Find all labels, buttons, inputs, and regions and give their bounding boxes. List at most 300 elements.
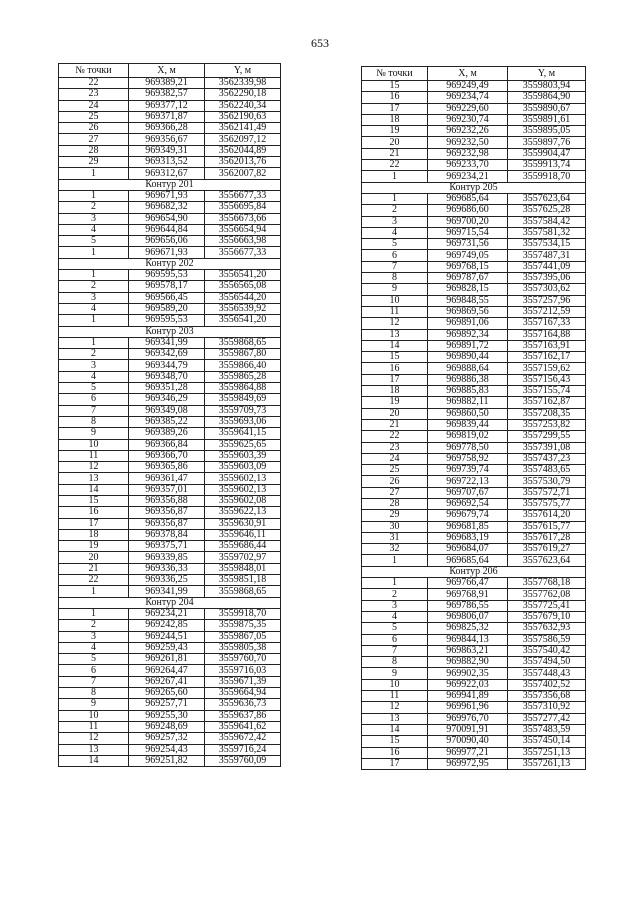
- point-number-cell: 26: [362, 476, 428, 487]
- point-number-cell: 1: [362, 171, 428, 182]
- point-number-cell: 1: [59, 270, 129, 281]
- y-coordinate-cell: 3557572,71: [508, 487, 586, 498]
- header-row: [59, 64, 281, 78]
- x-coordinate-cell: 969819,02: [428, 431, 508, 442]
- x-coordinate-cell: 969351,28: [129, 383, 205, 394]
- point-number-cell: 11: [59, 450, 129, 461]
- y-coordinate-cell: 3557632,93: [508, 623, 586, 634]
- table-row: [59, 450, 281, 461]
- point-number-cell: 8: [59, 416, 129, 427]
- table-row: [59, 676, 281, 687]
- y-coordinate-cell: 3559867,80: [205, 349, 281, 360]
- y-coordinate-cell: 3557253,82: [508, 419, 586, 430]
- point-number-cell: 20: [362, 408, 428, 419]
- contour-caption-row: [59, 597, 281, 608]
- point-number-cell: 8: [59, 688, 129, 699]
- y-coordinate-cell: 3559625,65: [205, 439, 281, 450]
- x-coordinate-cell: 969382,57: [129, 89, 205, 100]
- point-number-cell: 4: [362, 227, 428, 238]
- table-row: [59, 247, 281, 258]
- y-coordinate-cell: 3557299,55: [508, 431, 586, 442]
- y-coordinate-cell: 3557163,91: [508, 340, 586, 351]
- point-number-cell: 21: [362, 148, 428, 159]
- y-coordinate-cell: 3559602,08: [205, 495, 281, 506]
- point-number-cell: 4: [362, 611, 428, 622]
- table-row: [362, 600, 586, 611]
- point-number-cell: 24: [59, 100, 129, 111]
- y-coordinate-cell: 3557679,10: [508, 611, 586, 622]
- point-number-cell: 17: [362, 758, 428, 769]
- y-coordinate-cell: 3557450,14: [508, 736, 586, 747]
- table-row: [59, 688, 281, 699]
- table-row: [362, 374, 586, 385]
- point-number-cell: 17: [362, 103, 428, 114]
- point-number-cell: 9: [362, 284, 428, 295]
- table-row: [59, 699, 281, 710]
- table-row: [59, 744, 281, 755]
- point-number-cell: 5: [59, 654, 129, 665]
- y-coordinate-cell: 3559646,11: [205, 529, 281, 540]
- point-number-cell: 1: [59, 337, 129, 348]
- table-row: [362, 306, 586, 317]
- y-coordinate-cell: 3562141,49: [205, 123, 281, 134]
- y-coordinate-cell: 3562097,12: [205, 134, 281, 145]
- point-number-cell: 3: [59, 292, 129, 303]
- table-row: [59, 642, 281, 653]
- point-number-cell: 25: [362, 465, 428, 476]
- x-coordinate-cell: 969371,87: [129, 111, 205, 122]
- y-coordinate-cell: 3559637,86: [205, 710, 281, 721]
- table-row: [59, 213, 281, 224]
- table-row: [362, 397, 586, 408]
- y-coordinate-cell: 3559603,39: [205, 450, 281, 461]
- point-number-cell: 3: [362, 216, 428, 227]
- x-coordinate-cell: 969682,32: [129, 202, 205, 213]
- y-coordinate-cell: 3557487,31: [508, 250, 586, 261]
- y-coordinate-cell: 3559641,62: [205, 721, 281, 732]
- table-row: [362, 148, 586, 159]
- x-coordinate-cell: 969595,53: [129, 270, 205, 281]
- point-number-cell: 16: [362, 92, 428, 103]
- x-coordinate-cell: 969671,93: [129, 190, 205, 201]
- x-coordinate-cell: 969356,88: [129, 495, 205, 506]
- table-row: [362, 126, 586, 137]
- contour-caption-row: [59, 179, 281, 190]
- x-coordinate-cell: 969654,90: [129, 213, 205, 224]
- y-coordinate-cell: 3556677,33: [205, 190, 281, 201]
- y-coordinate-cell: 3556565,08: [205, 281, 281, 292]
- x-coordinate-cell: 969356,87: [129, 518, 205, 529]
- y-coordinate-cell: 3559709,73: [205, 405, 281, 416]
- x-coordinate-cell: 969644,84: [129, 224, 205, 235]
- header-y: Y, м: [508, 67, 586, 81]
- x-coordinate-cell: 969356,67: [129, 134, 205, 145]
- x-coordinate-cell: 969232,50: [428, 137, 508, 148]
- x-coordinate-cell: 969251,82: [129, 755, 205, 766]
- point-number-cell: 13: [362, 329, 428, 340]
- point-number-cell: 5: [59, 236, 129, 247]
- table-row: [59, 484, 281, 495]
- point-number-cell: 29: [362, 510, 428, 521]
- y-coordinate-cell: 3557155,74: [508, 386, 586, 397]
- x-coordinate-cell: 969341,99: [129, 337, 205, 348]
- x-coordinate-cell: 969707,67: [428, 487, 508, 498]
- table-row: [59, 100, 281, 111]
- point-number-cell: 31: [362, 532, 428, 543]
- y-coordinate-cell: 3559716,03: [205, 665, 281, 676]
- point-number-cell: 22: [362, 160, 428, 171]
- table-row: [362, 386, 586, 397]
- x-coordinate-cell: 969313,52: [129, 157, 205, 168]
- table-row: [362, 498, 586, 509]
- table-row: [59, 495, 281, 506]
- point-number-cell: 21: [362, 419, 428, 430]
- y-coordinate-cell: 3559891,61: [508, 114, 586, 125]
- x-coordinate-cell: 969229,60: [428, 103, 508, 114]
- x-coordinate-cell: 969891,72: [428, 340, 508, 351]
- point-number-cell: 14: [362, 724, 428, 735]
- x-coordinate-cell: 969366,70: [129, 450, 205, 461]
- x-coordinate-cell: 969839,44: [428, 419, 508, 430]
- point-number-cell: 18: [362, 386, 428, 397]
- table-row: [362, 137, 586, 148]
- table-row: [59, 586, 281, 597]
- table-row: [362, 205, 586, 216]
- y-coordinate-cell: 3557310,92: [508, 702, 586, 713]
- point-number-cell: 1: [362, 193, 428, 204]
- y-coordinate-cell: 3556541,20: [205, 315, 281, 326]
- x-coordinate-cell: 969922,03: [428, 679, 508, 690]
- x-coordinate-cell: 969749,05: [428, 250, 508, 261]
- table-row: [59, 303, 281, 314]
- x-coordinate-cell: 969885,83: [428, 386, 508, 397]
- x-coordinate-cell: 969882,11: [428, 397, 508, 408]
- y-coordinate-cell: 3559851,18: [205, 575, 281, 586]
- y-coordinate-cell: 3556673,66: [205, 213, 281, 224]
- table-row: [59, 710, 281, 721]
- header-point-number: № точки: [362, 67, 428, 81]
- table-row: [59, 224, 281, 235]
- y-coordinate-cell: 3557162,87: [508, 397, 586, 408]
- table-row: [362, 736, 586, 747]
- point-number-cell: 4: [59, 303, 129, 314]
- x-coordinate-cell: 969869,56: [428, 306, 508, 317]
- header-point-number: № точки: [59, 64, 129, 78]
- x-coordinate-cell: 969389,21: [129, 78, 205, 89]
- point-number-cell: 19: [362, 397, 428, 408]
- point-number-cell: 4: [59, 642, 129, 653]
- x-coordinate-cell: 969825,32: [428, 623, 508, 634]
- y-coordinate-cell: 3557530,79: [508, 476, 586, 487]
- table-row: [362, 273, 586, 284]
- y-coordinate-cell: 3557483,65: [508, 465, 586, 476]
- table-row: [59, 168, 281, 179]
- table-row: [59, 236, 281, 247]
- point-number-cell: 27: [59, 134, 129, 145]
- x-coordinate-cell: 969254,43: [129, 744, 205, 755]
- y-coordinate-cell: 3559641,15: [205, 428, 281, 439]
- y-coordinate-cell: 3557534,15: [508, 239, 586, 250]
- y-coordinate-cell: 3556677,33: [205, 247, 281, 258]
- x-coordinate-cell: 969778,50: [428, 442, 508, 453]
- point-number-cell: 1: [59, 608, 129, 619]
- point-number-cell: 2: [362, 205, 428, 216]
- x-coordinate-cell: 969886,38: [428, 374, 508, 385]
- table-row: [362, 92, 586, 103]
- x-coordinate-cell: 969891,06: [428, 318, 508, 329]
- table-row: [59, 721, 281, 732]
- table-row: [362, 250, 586, 261]
- x-coordinate-cell: 969941,89: [428, 691, 508, 702]
- x-coordinate-cell: 969230,74: [428, 114, 508, 125]
- x-coordinate-cell: 969681,85: [428, 521, 508, 532]
- table-row: [362, 657, 586, 668]
- x-coordinate-cell: 969389,26: [129, 428, 205, 439]
- y-coordinate-cell: 3559803,94: [508, 81, 586, 92]
- table-row: [59, 755, 281, 766]
- table-row: [362, 713, 586, 724]
- y-coordinate-cell: 3557762,08: [508, 589, 586, 600]
- x-coordinate-cell: 969766,47: [428, 578, 508, 589]
- point-number-cell: 15: [59, 495, 129, 506]
- x-coordinate-cell: 969249,49: [428, 81, 508, 92]
- contour-caption: Контур 205: [362, 182, 586, 193]
- point-number-cell: 12: [362, 318, 428, 329]
- contour-caption: Контур 201: [59, 179, 281, 190]
- x-coordinate-cell: 969848,55: [428, 295, 508, 306]
- point-number-cell: 3: [362, 600, 428, 611]
- x-coordinate-cell: 969349,31: [129, 145, 205, 156]
- table-row: [362, 114, 586, 125]
- table-row: [59, 620, 281, 631]
- point-number-cell: 6: [362, 250, 428, 261]
- x-coordinate-cell: 969768,15: [428, 261, 508, 272]
- x-coordinate-cell: 969685,64: [428, 193, 508, 204]
- table-row: [59, 157, 281, 168]
- x-coordinate-cell: 969336,25: [129, 575, 205, 586]
- table-row: [362, 216, 586, 227]
- x-coordinate-cell: 969356,87: [129, 507, 205, 518]
- x-coordinate-cell: 969892,34: [428, 329, 508, 340]
- y-coordinate-cell: 3559664,94: [205, 688, 281, 699]
- x-coordinate-cell: 969244,51: [129, 631, 205, 642]
- table-row: [59, 78, 281, 89]
- x-coordinate-cell: 969233,70: [428, 160, 508, 171]
- table-row: [59, 145, 281, 156]
- y-coordinate-cell: 3559630,91: [205, 518, 281, 529]
- x-coordinate-cell: 969722,13: [428, 476, 508, 487]
- y-coordinate-cell: 3559760,70: [205, 654, 281, 665]
- header-x: X, м: [428, 67, 508, 81]
- table-row: [362, 544, 586, 555]
- point-number-cell: 7: [59, 405, 129, 416]
- x-coordinate-cell: 969972,95: [428, 758, 508, 769]
- table-row: [59, 190, 281, 201]
- y-coordinate-cell: 3556654,94: [205, 224, 281, 235]
- table-row: [59, 563, 281, 574]
- table-row: [362, 408, 586, 419]
- point-number-cell: 1: [59, 315, 129, 326]
- table-row: [362, 758, 586, 769]
- y-coordinate-cell: 3557303,62: [508, 284, 586, 295]
- point-number-cell: 2: [59, 349, 129, 360]
- point-number-cell: 1: [59, 586, 129, 597]
- point-number-cell: 26: [59, 123, 129, 134]
- y-coordinate-cell: 3559671,39: [205, 676, 281, 687]
- table-row: [362, 510, 586, 521]
- x-coordinate-cell: 969267,41: [129, 676, 205, 687]
- x-coordinate-cell: 969257,71: [129, 699, 205, 710]
- y-coordinate-cell: 3557212,59: [508, 306, 586, 317]
- point-number-cell: 4: [59, 224, 129, 235]
- point-number-cell: 6: [59, 394, 129, 405]
- x-coordinate-cell: 969265,60: [129, 688, 205, 699]
- x-coordinate-cell: 969348,70: [129, 371, 205, 382]
- table-row: [59, 89, 281, 100]
- point-number-cell: 22: [59, 575, 129, 586]
- point-number-cell: 13: [59, 473, 129, 484]
- y-coordinate-cell: 3557356,68: [508, 691, 586, 702]
- x-coordinate-cell: 969234,21: [129, 608, 205, 619]
- table-row: [59, 394, 281, 405]
- point-number-cell: 15: [362, 81, 428, 92]
- y-coordinate-cell: 3559622,13: [205, 507, 281, 518]
- table-row: [362, 442, 586, 453]
- x-coordinate-cell: 969341,99: [129, 586, 205, 597]
- y-coordinate-cell: 3559602,13: [205, 473, 281, 484]
- point-number-cell: 3: [59, 631, 129, 642]
- y-coordinate-cell: 3557162,17: [508, 352, 586, 363]
- y-coordinate-cell: 3557725,41: [508, 600, 586, 611]
- y-coordinate-cell: 3557623,64: [508, 555, 586, 566]
- point-number-cell: 4: [59, 371, 129, 382]
- point-number-cell: 13: [59, 744, 129, 755]
- point-number-cell: 12: [59, 462, 129, 473]
- point-number-cell: 8: [362, 273, 428, 284]
- x-coordinate-cell: 969768,91: [428, 589, 508, 600]
- point-number-cell: 2: [59, 281, 129, 292]
- point-number-cell: 1: [59, 247, 129, 258]
- y-coordinate-cell: 3559602,13: [205, 484, 281, 495]
- y-coordinate-cell: 3557614,20: [508, 510, 586, 521]
- x-coordinate-cell: 969339,85: [129, 552, 205, 563]
- y-coordinate-cell: 3557257,96: [508, 295, 586, 306]
- x-coordinate-cell: 969344,79: [129, 360, 205, 371]
- table-row: [362, 318, 586, 329]
- point-number-cell: 20: [59, 552, 129, 563]
- coordinates-table-left: [58, 63, 281, 767]
- point-number-cell: 16: [59, 507, 129, 518]
- y-coordinate-cell: 3556544,20: [205, 292, 281, 303]
- x-coordinate-cell: 969977,21: [428, 747, 508, 758]
- point-number-cell: 7: [362, 261, 428, 272]
- x-coordinate-cell: 969261,81: [129, 654, 205, 665]
- point-number-cell: 12: [362, 702, 428, 713]
- point-number-cell: 10: [362, 295, 428, 306]
- y-coordinate-cell: 3557494,50: [508, 657, 586, 668]
- y-coordinate-cell: 3559890,67: [508, 103, 586, 114]
- y-coordinate-cell: 3557448,43: [508, 668, 586, 679]
- x-coordinate-cell: 969566,45: [129, 292, 205, 303]
- y-coordinate-cell: 3562007,82: [205, 168, 281, 179]
- x-coordinate-cell: 970091,91: [428, 724, 508, 735]
- x-coordinate-cell: 969961,96: [428, 702, 508, 713]
- x-coordinate-cell: 969366,28: [129, 123, 205, 134]
- y-coordinate-cell: 3557164,88: [508, 329, 586, 340]
- y-coordinate-cell: 3559636,73: [205, 699, 281, 710]
- x-coordinate-cell: 969731,56: [428, 239, 508, 250]
- table-row: [59, 473, 281, 484]
- y-coordinate-cell: 3557617,28: [508, 532, 586, 543]
- x-coordinate-cell: 969786,55: [428, 600, 508, 611]
- point-number-cell: 6: [362, 634, 428, 645]
- table-row: [362, 623, 586, 634]
- table-row: [59, 405, 281, 416]
- y-coordinate-cell: 3557391,08: [508, 442, 586, 453]
- table-row: [59, 507, 281, 518]
- point-number-cell: 29: [59, 157, 129, 168]
- table-row: [362, 476, 586, 487]
- y-coordinate-cell: 3557261,13: [508, 758, 586, 769]
- y-coordinate-cell: 3557208,35: [508, 408, 586, 419]
- point-number-cell: 1: [362, 555, 428, 566]
- x-coordinate-cell: 969700,20: [428, 216, 508, 227]
- x-coordinate-cell: 969589,20: [129, 303, 205, 314]
- y-coordinate-cell: 3559895,05: [508, 126, 586, 137]
- point-number-cell: 1: [59, 168, 129, 179]
- table-row: [59, 111, 281, 122]
- point-number-cell: 22: [362, 431, 428, 442]
- x-coordinate-cell: 969349,08: [129, 405, 205, 416]
- point-number-cell: 16: [362, 363, 428, 374]
- y-coordinate-cell: 3557581,32: [508, 227, 586, 238]
- table-row: [59, 428, 281, 439]
- table-row: [362, 227, 586, 238]
- x-coordinate-cell: 969888,64: [428, 363, 508, 374]
- table-row: [362, 465, 586, 476]
- point-number-cell: 23: [59, 89, 129, 100]
- table-row: [362, 284, 586, 295]
- table-row: [59, 315, 281, 326]
- point-number-cell: 17: [362, 374, 428, 385]
- y-coordinate-cell: 3557586,59: [508, 634, 586, 645]
- x-coordinate-cell: 969806,07: [428, 611, 508, 622]
- table-row: [362, 634, 586, 645]
- y-coordinate-cell: 3556695,84: [205, 202, 281, 213]
- x-coordinate-cell: 969378,84: [129, 529, 205, 540]
- y-coordinate-cell: 3559865,28: [205, 371, 281, 382]
- y-coordinate-cell: 3559864,88: [205, 383, 281, 394]
- y-coordinate-cell: 3557619,27: [508, 544, 586, 555]
- table-row: [59, 123, 281, 134]
- x-coordinate-cell: 969684,07: [428, 544, 508, 555]
- page-number: 653: [311, 36, 329, 50]
- point-number-cell: 5: [59, 383, 129, 394]
- x-coordinate-cell: 969715,54: [428, 227, 508, 238]
- contour-caption-row: [59, 258, 281, 269]
- x-coordinate-cell: 969890,44: [428, 352, 508, 363]
- y-coordinate-cell: 3559805,38: [205, 642, 281, 653]
- table-row: [362, 239, 586, 250]
- point-number-cell: 2: [59, 202, 129, 213]
- table-row: [362, 453, 586, 464]
- y-coordinate-cell: 3562013,76: [205, 157, 281, 168]
- table-row: [59, 337, 281, 348]
- x-coordinate-cell: 970090,40: [428, 736, 508, 747]
- point-number-cell: 14: [59, 484, 129, 495]
- contour-caption-row: [59, 326, 281, 337]
- y-coordinate-cell: 3559875,35: [205, 620, 281, 631]
